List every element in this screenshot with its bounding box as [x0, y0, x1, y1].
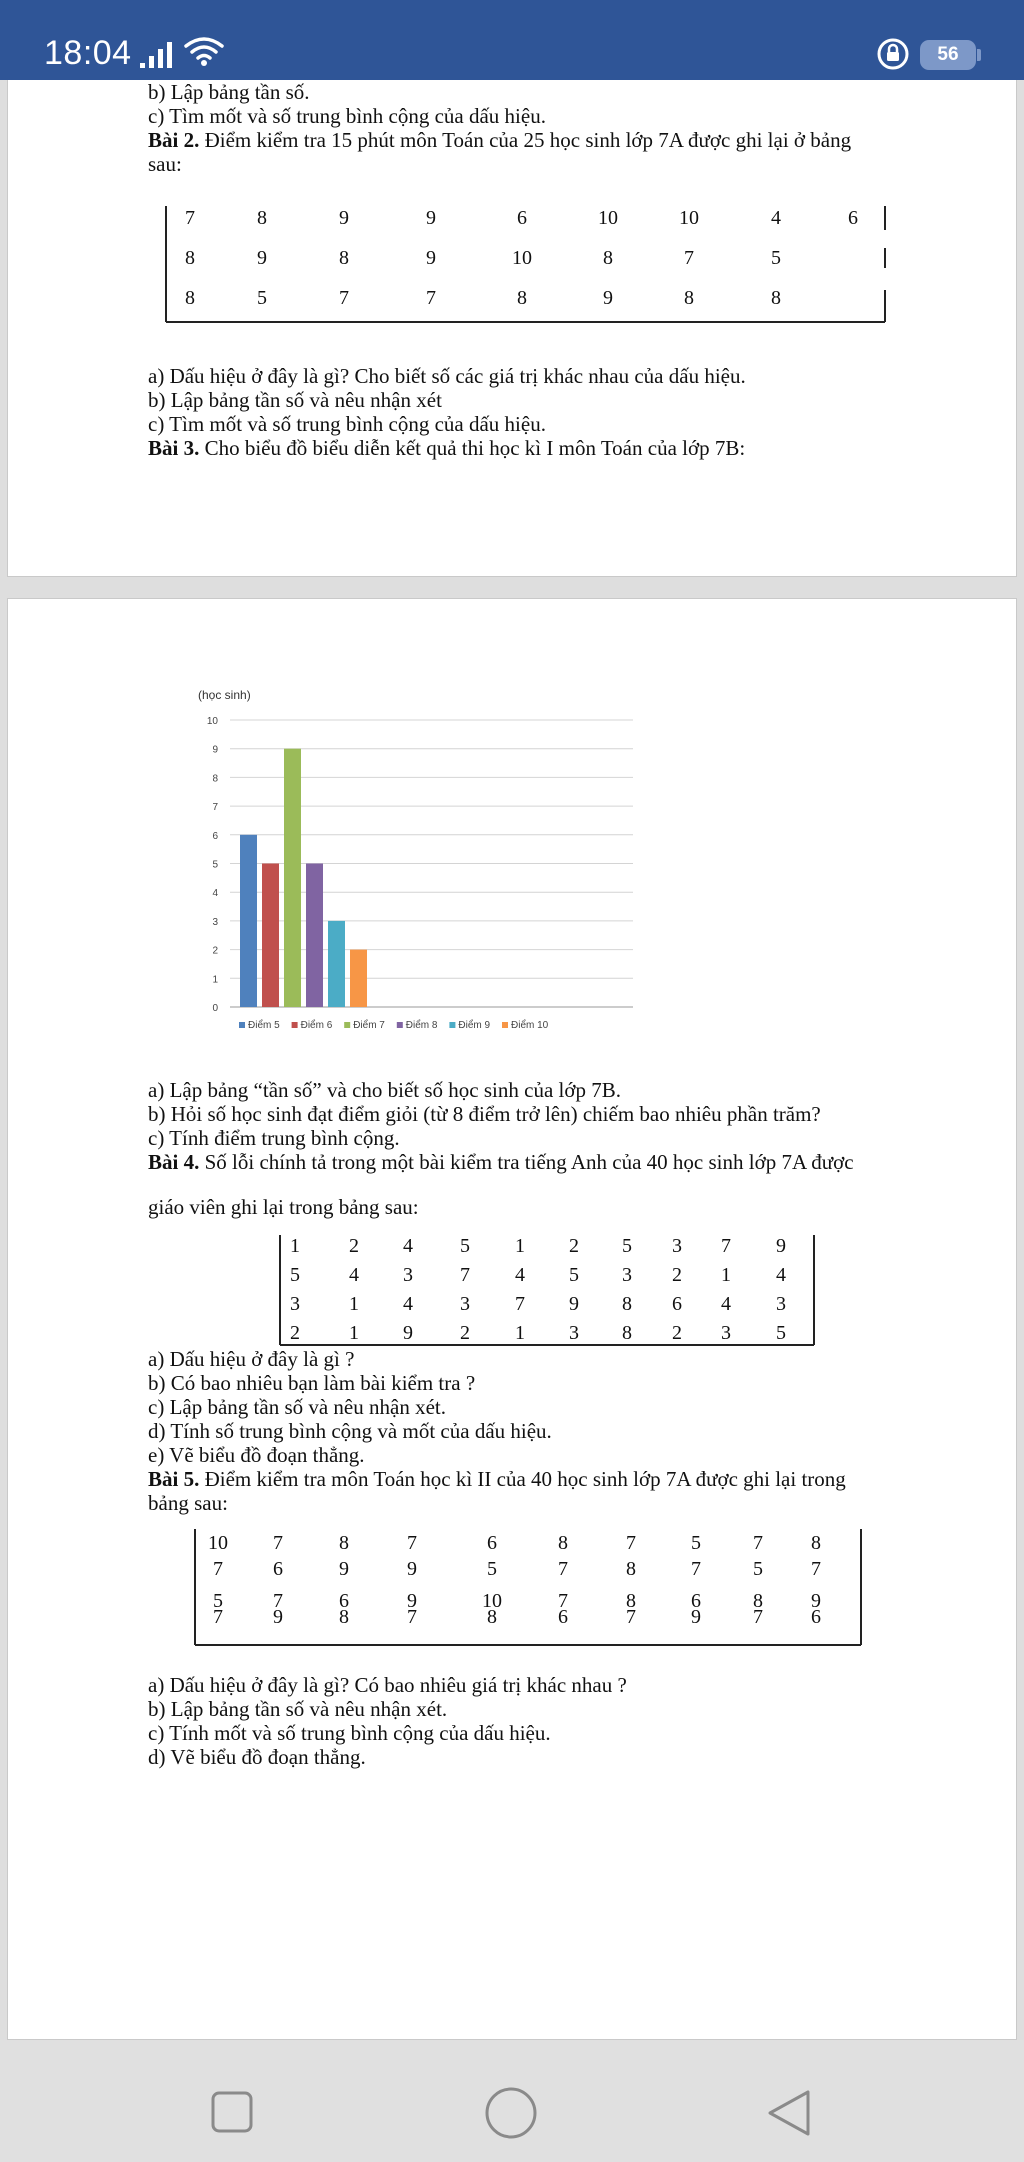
bai4-label: Bài 4.: [148, 1150, 200, 1174]
question-line: c) Tính điểm trung bình cộng.: [148, 1126, 400, 1150]
legend-swatch: [292, 1022, 298, 1028]
table-cell: 9: [403, 1322, 413, 1344]
table-cell: 7: [407, 1606, 417, 1628]
legend-swatch: [397, 1022, 403, 1028]
table-cell: 3: [672, 1235, 682, 1257]
table-cell: 4: [515, 1264, 525, 1286]
bar: [262, 864, 279, 1008]
table-cell: 7: [185, 207, 195, 229]
question-line: a) Dấu hiệu ở đây là gì? Cho biết số các giá trị khác nhau của dấu hiệu.: [148, 364, 746, 388]
question-line: b) Lập bảng tần số và nêu nhận xét.: [148, 1697, 448, 1721]
table-cell: 4: [349, 1264, 359, 1286]
table-cell: 2: [290, 1322, 300, 1344]
legend-entry: Điểm 5: [248, 1020, 280, 1031]
table-cell: 3: [290, 1293, 300, 1315]
status-bar: [0, 0, 1024, 80]
table-cell: 7: [273, 1590, 283, 1612]
question-line: b) Có bao nhiêu bạn làm bài kiểm tra ?: [148, 1371, 476, 1395]
bar: [328, 921, 345, 1007]
table-cell: 8: [558, 1532, 568, 1554]
table-cell: 1: [515, 1235, 525, 1257]
table-cell: 8: [339, 1532, 349, 1554]
bar: [350, 950, 367, 1007]
table-cell: 8: [185, 287, 195, 309]
home-icon[interactable]: [484, 2086, 538, 2140]
table-cell: 1: [349, 1293, 359, 1315]
y-tick-label: 0: [212, 1003, 218, 1014]
table-cell: 5: [771, 247, 781, 269]
bai3-heading: [148, 436, 745, 460]
y-tick-label: 9: [212, 744, 218, 756]
table-cell: 6: [811, 1606, 821, 1628]
document-page-2: [7, 598, 1017, 2040]
bar-chart: [188, 685, 648, 1037]
y-tick-label: 3: [212, 916, 218, 928]
table-cell: 7: [753, 1606, 763, 1628]
y-tick-label: 4: [212, 888, 218, 900]
table-cell: 8: [684, 287, 694, 309]
table-cell: 4: [776, 1264, 786, 1286]
y-tick-label: 8: [212, 773, 218, 785]
table-cell: 7: [213, 1558, 223, 1580]
question-line: a) Dấu hiệu ở đây là gì? Có bao nhiêu giá trị khác nhau ?: [148, 1673, 627, 1697]
y-tick-label: 1: [212, 974, 218, 986]
table-cell: 9: [407, 1590, 417, 1612]
table-cell: 7: [811, 1558, 821, 1580]
bai2-text-cont: sau:: [148, 152, 182, 176]
table-cell: 7: [684, 247, 694, 269]
table-cell: 8: [185, 247, 195, 269]
bai3-label: Bài 3.: [148, 436, 200, 460]
table-cell: 7: [460, 1264, 470, 1286]
bai5-heading: [148, 1467, 846, 1491]
table-cell: 9: [569, 1293, 579, 1315]
recents-icon[interactable]: [210, 2090, 254, 2134]
table-cell: 9: [776, 1235, 786, 1257]
table-cell: 5: [776, 1322, 786, 1344]
table-cell: 7: [626, 1606, 636, 1628]
legend-swatch: [239, 1022, 245, 1028]
table-cell: 6: [487, 1532, 497, 1554]
table-cell: 7: [721, 1235, 731, 1257]
table-cell: 8: [626, 1558, 636, 1580]
table-cell: 8: [622, 1293, 632, 1315]
table-cell: 2: [349, 1235, 359, 1257]
table-cell: 6: [558, 1606, 568, 1628]
bai5-text: Điểm kiểm tra môn Toán học kì II của 40 học sinh lớp 7A được ghi lại trong: [199, 1467, 846, 1491]
battery-tip: [977, 49, 981, 61]
table-cell: 8: [487, 1606, 497, 1628]
table-cell: 9: [426, 247, 436, 269]
table-cell: 9: [426, 207, 436, 229]
table-cell: 10: [598, 207, 618, 229]
table-cell: 10: [679, 207, 699, 229]
question-line: e) Vẽ biểu đồ đoạn thẳng.: [148, 1443, 365, 1467]
table-cell: 5: [213, 1590, 223, 1612]
table-cell: 5: [753, 1558, 763, 1580]
table-cell: 7: [213, 1606, 223, 1628]
table-cell: 9: [603, 287, 613, 309]
question-line: b) Lập bảng tần số và nêu nhận xét: [148, 388, 442, 412]
bai2-heading: [148, 128, 851, 152]
table-cell: 7: [273, 1532, 283, 1554]
table-cell: 4: [771, 207, 781, 229]
table-cell: 6: [273, 1558, 283, 1580]
bai4-text-cont: giáo viên ghi lại trong bảng sau:: [148, 1195, 419, 1219]
signal-icon: [140, 42, 176, 68]
table-cell: 3: [403, 1264, 413, 1286]
table-cell: 9: [811, 1590, 821, 1612]
bar: [240, 835, 257, 1007]
table-cell: 7: [753, 1532, 763, 1554]
table-cell: 8: [622, 1322, 632, 1344]
table-cell: 5: [290, 1264, 300, 1286]
navigation-bar: [0, 2040, 1024, 2162]
question-line: d) Vẽ biểu đồ đoạn thẳng.: [148, 1745, 366, 1769]
table-cell: 5: [257, 287, 267, 309]
question-line: c) Lập bảng tần số và nêu nhận xét.: [148, 1395, 446, 1419]
table-cell: 5: [622, 1235, 632, 1257]
table-cell: 10: [208, 1532, 228, 1554]
table-cell: 8: [339, 247, 349, 269]
table-cell: 8: [771, 287, 781, 309]
y-tick-label: 10: [206, 716, 218, 727]
question-line: c) Tính mốt và số trung bình cộng của dấu hiệu.: [148, 1721, 551, 1745]
bar: [306, 864, 323, 1008]
text-line: c) Tìm mốt và số trung bình cộng của dấu hiệu.: [148, 104, 546, 128]
bai4-heading: [148, 1150, 854, 1174]
table-cell: 4: [403, 1293, 413, 1315]
y-tick-label: 2: [212, 945, 218, 957]
table-cell: 2: [672, 1322, 682, 1344]
table-cell: 9: [407, 1558, 417, 1580]
table-cell: 9: [257, 247, 267, 269]
bai3-text: Cho biểu đồ biểu diễn kết quả thi học kì I môn Toán của lớp 7B:: [199, 436, 746, 460]
table-cell: 3: [721, 1322, 731, 1344]
table-cell: 9: [339, 207, 349, 229]
table-cell: 7: [407, 1532, 417, 1554]
y-axis-label: (học sinh): [198, 688, 251, 702]
text-line: b) Lập bảng tần số.: [148, 80, 310, 104]
legend-swatch: [449, 1022, 455, 1028]
legend-swatch: [502, 1022, 508, 1028]
table-cell: 6: [691, 1590, 701, 1612]
table-cell: 8: [626, 1590, 636, 1612]
table-cell: 6: [848, 207, 858, 229]
table-cell: 2: [460, 1322, 470, 1344]
table-cell: 2: [569, 1235, 579, 1257]
bar: [284, 749, 301, 1007]
table-cell: 1: [721, 1264, 731, 1286]
table-cell: 3: [460, 1293, 470, 1315]
legend-entry: Điểm 9: [458, 1020, 491, 1031]
legend-entry: Điểm 7: [353, 1020, 385, 1031]
table-cell: 7: [691, 1558, 701, 1580]
legend-entry: Điểm 6: [300, 1020, 333, 1031]
table-cell: 7: [426, 287, 436, 309]
table-cell: 7: [339, 287, 349, 309]
table-cell: 8: [811, 1532, 821, 1554]
table-cell: 7: [626, 1532, 636, 1554]
question-line: c) Tìm mốt và số trung bình cộng của dấu hiệu.: [148, 412, 546, 436]
y-tick-label: 7: [212, 802, 218, 814]
table-cell: 1: [349, 1322, 359, 1344]
table-cell: 1: [515, 1322, 525, 1344]
table-cell: 6: [339, 1590, 349, 1612]
document-page-1: [7, 80, 1017, 577]
table-cell: 10: [482, 1590, 502, 1612]
y-tick-label: 5: [212, 859, 218, 871]
bai5-label: Bài 5.: [148, 1467, 200, 1491]
question-line: a) Dấu hiệu ở đây là gì ?: [148, 1347, 355, 1371]
table-cell: 3: [622, 1264, 632, 1286]
table-cell: 3: [776, 1293, 786, 1315]
table-cell: 5: [487, 1558, 497, 1580]
table-cell: 3: [569, 1322, 579, 1344]
table-cell: 7: [515, 1293, 525, 1315]
table-cell: 2: [672, 1264, 682, 1286]
legend-entry: Điểm 8: [405, 1020, 438, 1031]
table-cell: 8: [339, 1606, 349, 1628]
legend-entry: Điểm 10: [511, 1020, 549, 1031]
question-line: a) Lập bảng “tần số” và cho biết số học sinh của lớp 7B.: [148, 1078, 621, 1102]
table-cell: 7: [558, 1590, 568, 1612]
table-cell: 8: [257, 207, 267, 229]
table-cell: 4: [721, 1293, 731, 1315]
bai2-label: Bài 2.: [148, 128, 200, 152]
table-cell: 9: [273, 1606, 283, 1628]
table-cell: 8: [753, 1590, 763, 1612]
table-cell: 8: [603, 247, 613, 269]
y-tick-label: 6: [212, 830, 218, 842]
table-cell: 6: [517, 207, 527, 229]
rotation-lock-icon: [876, 37, 910, 71]
battery-indicator: 56: [920, 40, 976, 70]
table-cell: 5: [691, 1532, 701, 1554]
table-cell: 9: [691, 1606, 701, 1628]
wifi-icon: [184, 36, 224, 68]
table-cell: 6: [672, 1293, 682, 1315]
table-cell: 8: [517, 287, 527, 309]
table-cell: 5: [569, 1264, 579, 1286]
back-icon[interactable]: [764, 2088, 812, 2138]
table-cell: 9: [339, 1558, 349, 1580]
legend-swatch: [344, 1022, 350, 1028]
question-line: b) Hỏi số học sinh đạt điểm giỏi (từ 8 điểm trở lên) chiếm bao nhiêu phần trăm?: [148, 1102, 821, 1126]
table-cell: 7: [558, 1558, 568, 1580]
table-cell: 10: [512, 247, 532, 269]
bai5-text-cont: bảng sau:: [148, 1491, 228, 1515]
bai4-text: Số lỗi chính tả trong một bài kiểm tra tiếng Anh của 40 học sinh lớp 7A được: [199, 1150, 854, 1174]
table-cell: 4: [403, 1235, 413, 1257]
table-cell: 1: [290, 1235, 300, 1257]
bai2-text: Điểm kiểm tra 15 phút môn Toán của 25 học sinh lớp 7A được ghi lại ở bảng: [199, 128, 852, 152]
question-line: d) Tính số trung bình cộng và mốt của dấu hiệu.: [148, 1419, 552, 1443]
table-cell: 5: [460, 1235, 470, 1257]
clock: 18:04: [44, 34, 132, 72]
